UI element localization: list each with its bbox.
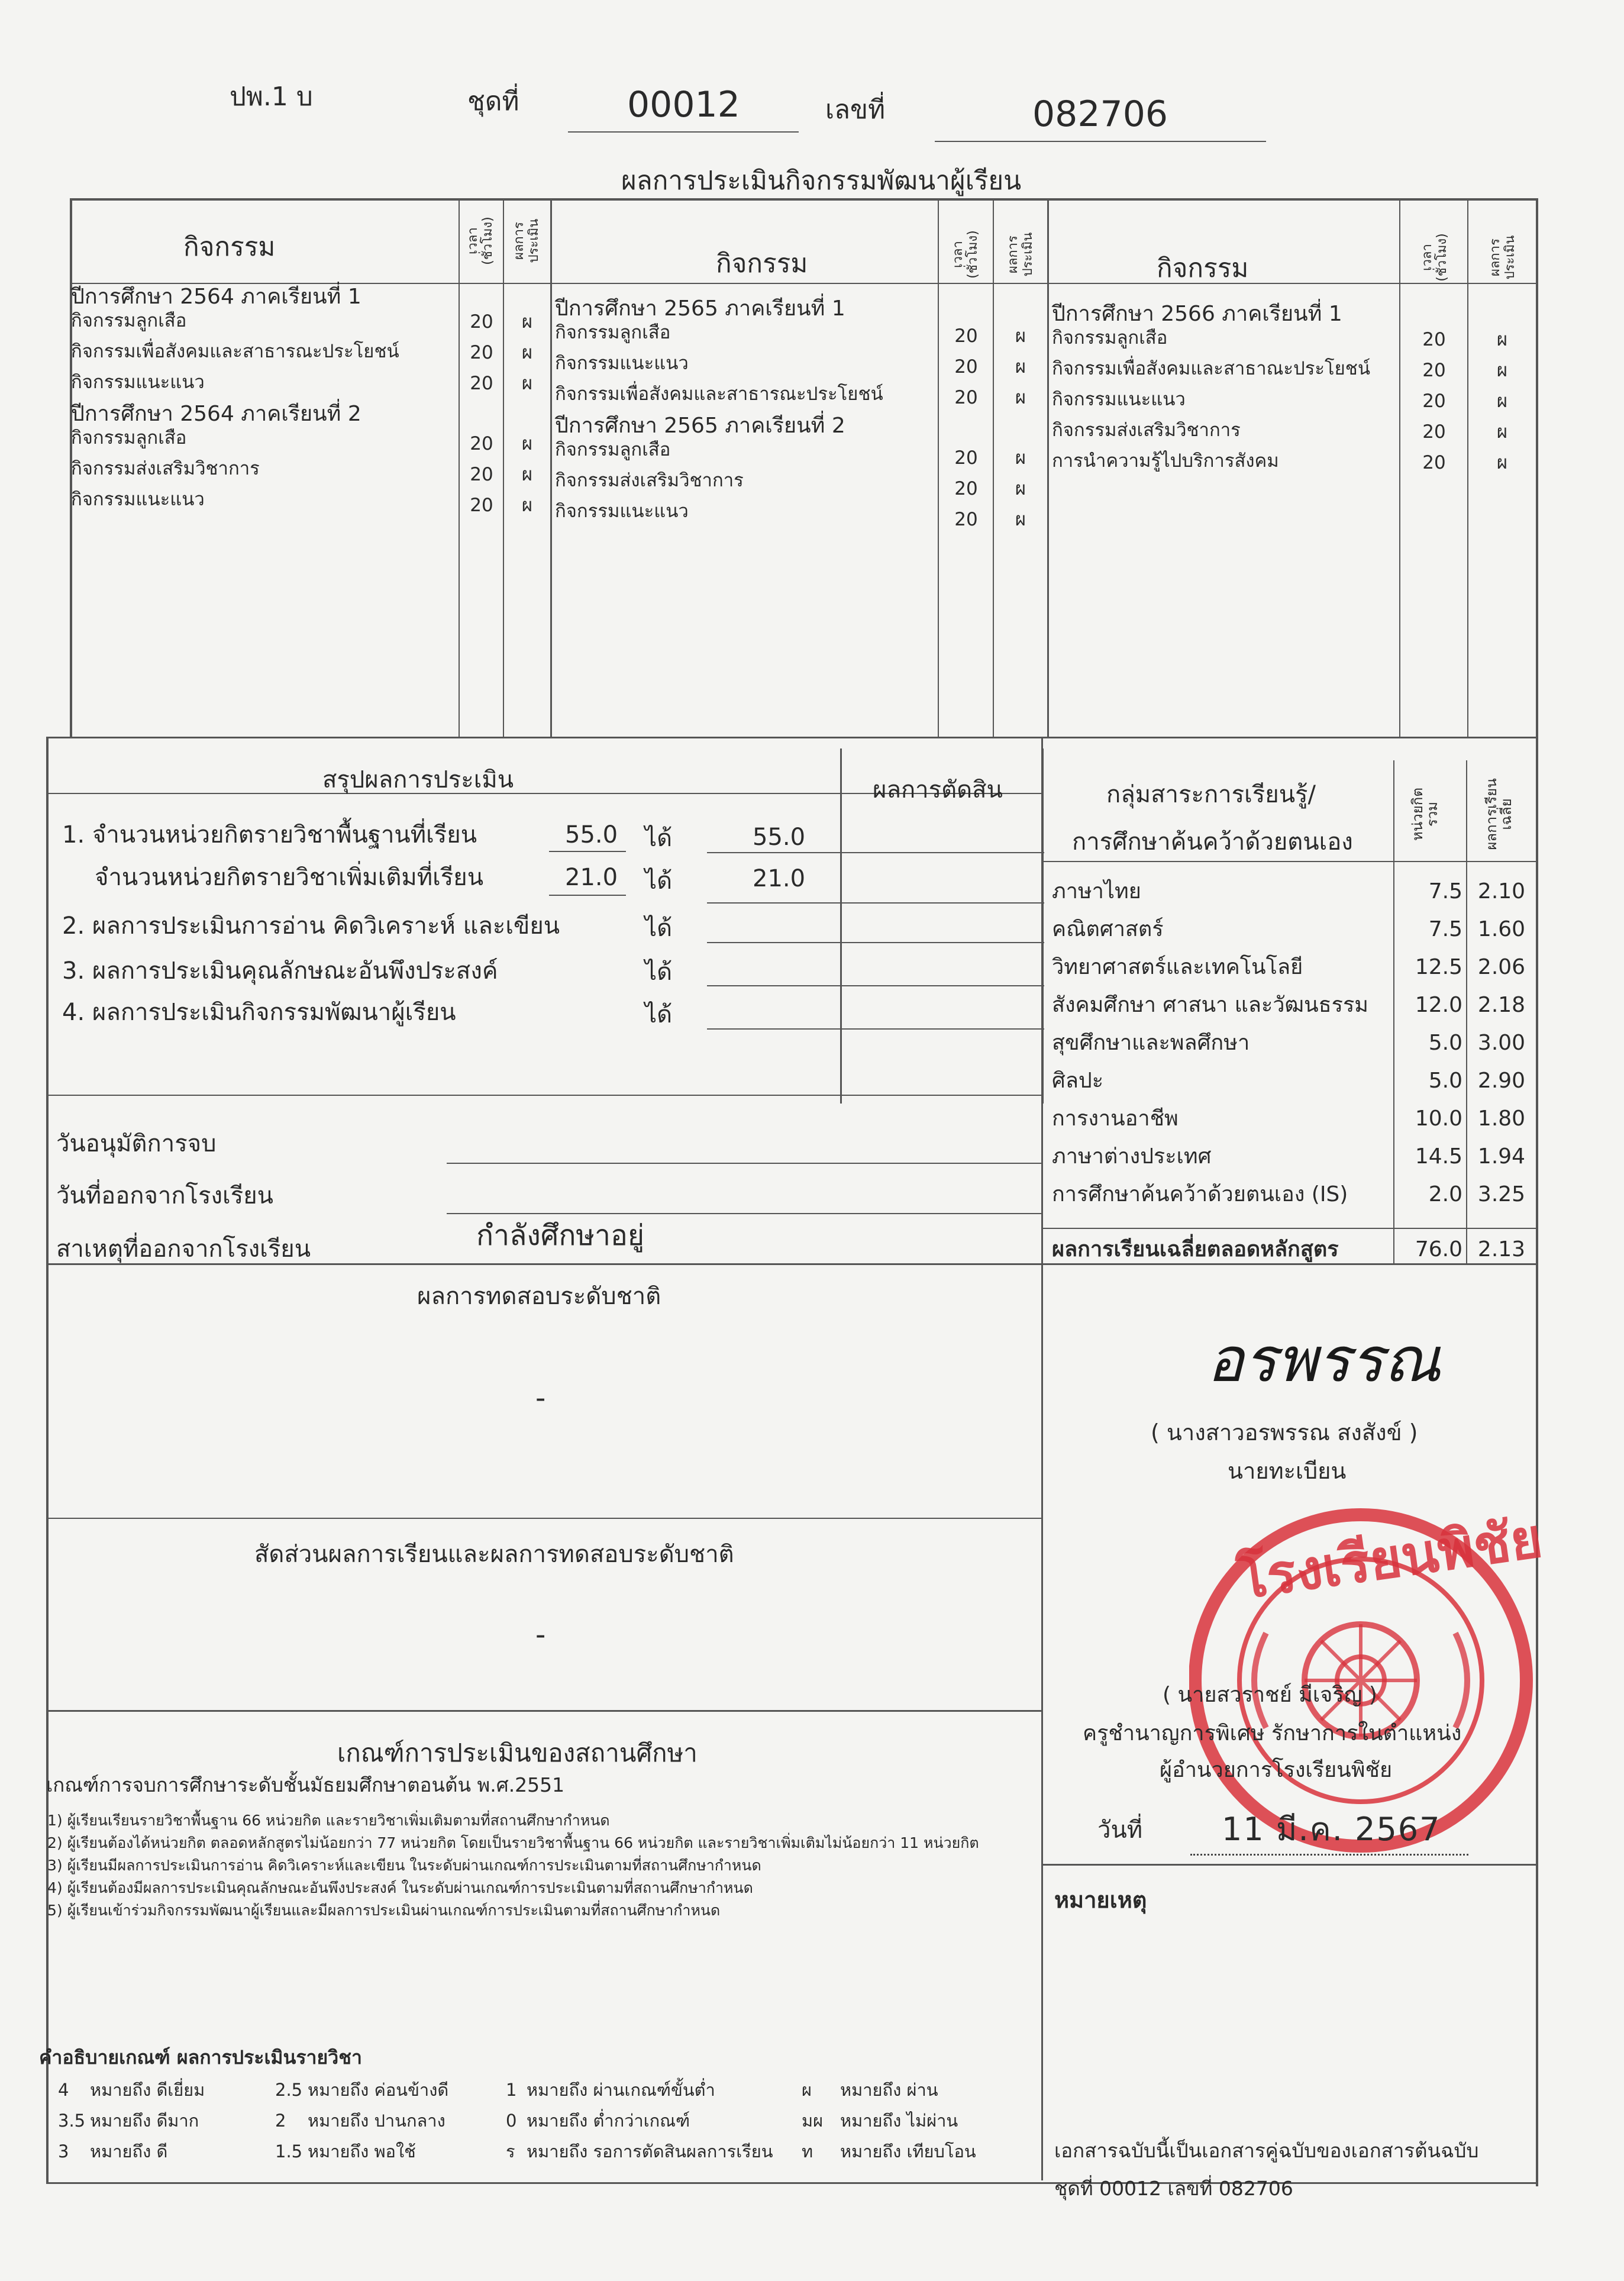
activity-time: 20 xyxy=(1422,329,1446,350)
result-header-l1: ผลการ xyxy=(1488,238,1503,276)
page-title: ผลการประเมินกิจกรรมพัฒนาผู้เรียน xyxy=(621,166,1022,196)
activity-name: กิจกรรมแนะแนว xyxy=(71,372,205,393)
subject-credit: 5.0 xyxy=(1428,1069,1462,1093)
vline-credit xyxy=(1393,760,1394,1263)
activity-time: 20 xyxy=(470,342,493,363)
legend-code: 3.5 xyxy=(58,2111,86,2131)
hline-criteria xyxy=(46,1710,1042,1712)
subject-credit: 2.0 xyxy=(1428,1182,1462,1206)
activity-time: 20 xyxy=(1422,391,1446,412)
hline-subjects-total xyxy=(1041,1228,1537,1229)
legend-code-col1 xyxy=(58,2074,85,2167)
result-header-l1: ผลการ xyxy=(1006,235,1021,273)
registrar-title: นายทะเบียน xyxy=(1228,1458,1347,1484)
subject-credit: 10.0 xyxy=(1415,1106,1462,1131)
legend-code: มผ xyxy=(802,2111,824,2131)
doc-label: เลขที่ xyxy=(825,95,886,125)
activity-time: 20 xyxy=(1422,360,1446,381)
gpa-total-credit: 76.0 xyxy=(1415,1237,1462,1262)
summary-row1b-got: 21.0 xyxy=(753,865,806,892)
legend-code: 2.5 xyxy=(275,2080,303,2100)
frame-bottom xyxy=(46,2182,1537,2184)
criteria-title: เกณฑ์การประเมินของสถานศึกษา xyxy=(337,1738,698,1767)
subject-grade: 2.90 xyxy=(1477,1069,1526,1093)
subject-credit-list xyxy=(1396,873,1462,1214)
subject-grade-list xyxy=(1470,873,1533,1214)
director-title-line1: ครูชำนาญการพิเศษ รักษาการในตำแหน่ง xyxy=(1083,1721,1462,1746)
subject-grade: 2.18 xyxy=(1477,993,1526,1017)
vline-a1 xyxy=(459,198,460,737)
remarks-line1: เอกสารฉบับนี้เป็นเอกสารคู่ฉบับของเอกสารต้นฉบับ xyxy=(1054,2139,1479,2162)
subject-name: ศิลปะ xyxy=(1052,1069,1104,1093)
activity-result: ผ xyxy=(521,342,533,363)
set-number: 00012 xyxy=(627,84,740,125)
summary-title: สรุปผลการประเมิน xyxy=(322,766,514,793)
legend-code: ผ xyxy=(802,2080,812,2100)
grade-header-l1: ผลการเรียน xyxy=(1483,778,1500,850)
activity-time: 20 xyxy=(1422,452,1446,473)
legend-meaning-col1 xyxy=(90,2074,205,2167)
legend-meaning: หมายถึง ดี xyxy=(90,2141,168,2161)
subject-grade: 1.60 xyxy=(1477,917,1526,941)
col3-activity-header: กิจกรรม xyxy=(1157,253,1249,283)
col2-activity-header: กิจกรรม xyxy=(716,249,808,279)
grade-header-l2: เฉลี่ย xyxy=(1498,798,1515,830)
summary-row1b-label: จำนวนหน่วยกิตรายวิชาเพิ่มเติมที่เรียน xyxy=(95,864,484,891)
col1-result-header xyxy=(512,205,541,276)
activity-name: การนำความรู้ไปบริการสังคม xyxy=(1052,450,1279,472)
underline xyxy=(549,895,626,896)
legend-meaning-col4 xyxy=(840,2074,976,2167)
activity-time: 20 xyxy=(954,447,978,469)
national-test-title: ผลการทดสอบระดับชาติ xyxy=(417,1283,661,1310)
activity-name: กิจกรรมแนะแนว xyxy=(555,501,689,522)
underline xyxy=(549,851,626,852)
summary-row3-label: 3. ผลการประเมินคุณลักษณะอันพึงประสงค์ xyxy=(62,957,498,985)
subject-credit: 12.5 xyxy=(1415,955,1462,979)
activity-col1-times xyxy=(461,307,502,521)
activity-col3-list xyxy=(1052,299,1370,476)
activity-result: ผ xyxy=(1015,387,1026,408)
ratio-value: - xyxy=(535,1618,546,1651)
doc-number: 082706 xyxy=(1032,93,1168,135)
col3-time-header xyxy=(1420,222,1449,293)
activity-result: ผ xyxy=(1496,452,1508,473)
col1-activity-header: กิจกรรม xyxy=(183,232,276,262)
gpa-total-grade: 2.13 xyxy=(1477,1237,1526,1262)
legend-title: คำอธิบายเกณฑ์ ผลการประเมินรายวิชา xyxy=(39,2046,362,2069)
legend-code-col3 xyxy=(506,2074,516,2167)
credit-column-header xyxy=(1410,770,1441,859)
summary-row2-label: 2. ผลการประเมินการอ่าน คิดวิเคราะห์ และเขียน xyxy=(62,912,560,940)
activity-name: กิจกรรมเพื่อสังคมและสาธาณะประโยชน์ xyxy=(1052,358,1371,379)
subject-grade: 2.06 xyxy=(1477,955,1526,979)
activity-name: กิจกรรมลูกเสือ xyxy=(71,427,187,449)
approve-date-label: วันอนุมัติการจบ xyxy=(56,1130,217,1157)
legend-meaning: หมายถึง ไม่ผ่าน xyxy=(840,2111,958,2131)
col3-result-header xyxy=(1488,222,1518,293)
activity-result: ผ xyxy=(1496,360,1508,381)
subject-name: การงานอาชีพ xyxy=(1052,1106,1179,1131)
legend-code: 1 xyxy=(506,2080,517,2100)
activity-name: กิจกรรมแนะแนว xyxy=(71,489,205,510)
subject-name: ภาษาต่างประเทศ xyxy=(1052,1144,1212,1169)
legend-code: 2 xyxy=(275,2111,286,2131)
activity-result: ผ xyxy=(521,464,533,485)
doc-number-underline xyxy=(935,141,1266,142)
activity-result: ผ xyxy=(521,311,533,333)
criteria-item: 1) ผู้เรียนเรียนรายวิชาพื้นฐาน 66 หน่วยกิต และรายวิชาเพิ่มเติมตามที่สถานศึกษากำหนด xyxy=(47,1812,610,1829)
activity-time: 20 xyxy=(954,509,978,530)
subject-name-list xyxy=(1052,873,1368,1214)
underline xyxy=(707,1028,1044,1030)
leave-date-label: วันที่ออกจากโรงเรียน xyxy=(56,1182,273,1209)
time-header-l2: (ชั่วโมง) xyxy=(966,230,980,279)
summary-row4-got-label: ได้ xyxy=(645,1001,673,1028)
activity-result: ผ xyxy=(1496,421,1508,443)
activity-name: กิจกรรมส่งเสริมวิชาการ xyxy=(71,458,260,479)
activity-time: 20 xyxy=(954,356,978,378)
activity-name: กิจกรรมลูกเสือ xyxy=(71,310,187,331)
hline-summary-bottom xyxy=(46,1095,1042,1096)
leave-reason-value: กำลังศึกษาอยู่ xyxy=(476,1219,644,1252)
criteria-item: 3) ผู้เรียนมีผลการประเมินการอ่าน คิดวิเคราะห์และเขียน ในระดับผ่านเกณฑ์การประเมินตามที่สถานศึกษากำหนด xyxy=(47,1857,761,1874)
activity-name: กิจกรรมลูกเสือ xyxy=(1052,327,1168,349)
time-header-l1: เวลา xyxy=(466,227,480,254)
vline-a8 xyxy=(1467,198,1468,737)
activity-result: ผ xyxy=(1015,478,1026,499)
grade-column-header xyxy=(1484,770,1515,859)
activity-time: 20 xyxy=(470,464,493,485)
result-header-l2: ประเมิน xyxy=(1021,232,1035,277)
activity-result: ผ xyxy=(521,373,533,394)
legend-meaning-col2 xyxy=(308,2074,448,2167)
underline xyxy=(707,902,1044,904)
subject-name: คณิตศาสตร์ xyxy=(1052,917,1164,941)
vline-a2 xyxy=(503,198,504,737)
director-name: ( นายสวราชย์ มีเจริญ ) xyxy=(1163,1683,1377,1707)
summary-row1a-got-label: ได้ xyxy=(645,825,673,852)
subject-grade: 1.94 xyxy=(1477,1144,1526,1169)
activity-name: กิจกรรมลูกเสือ xyxy=(555,322,671,343)
activity-time: 20 xyxy=(954,325,978,347)
activity-name: กิจกรรมลูกเสือ xyxy=(555,439,671,460)
legend-meaning: หมายถึง เทียบโอน xyxy=(840,2141,976,2161)
activity-name: กิจกรรมแนะแนว xyxy=(555,353,689,374)
summary-row1a-studied: 55.0 xyxy=(565,821,618,848)
vline-a4 xyxy=(938,198,939,737)
activity-name: กิจกรรมส่งเสริมวิชาการ xyxy=(1052,420,1241,441)
national-test-value: - xyxy=(535,1382,546,1415)
subject-grade: 1.80 xyxy=(1477,1106,1526,1131)
criteria-subtitle: เกณฑ์การจบการศึกษาระดับชั้นมัธยมศึกษาตอนต้น พ.ศ.2551 xyxy=(46,1773,565,1796)
criteria-item: 2) ผู้เรียนต้องได้หน่วยกิต ตลอดหลักสูตรไม่น้อยกว่า 77 หน่วยกิต โดยเป็นรายวิชาพื้นฐาน 66 หน่วยกิต และรายวิชาเพิ่มเติมไม่น้อยกว่า 11 หน่วยกิต xyxy=(47,1834,979,1851)
time-header-l2: (ชั่วโมง) xyxy=(480,217,495,265)
summary-row3-got-label: ได้ xyxy=(645,959,673,986)
vline-grade xyxy=(1466,760,1467,1263)
criteria-item: 5) ผู้เรียนเข้าร่วมกิจกรรมพัฒนาผู้เรียนและมีผลการประเมินผ่านเกณฑ์การประเมินตามที่สถานศึกษากำหนด xyxy=(47,1902,721,1919)
activity-col2-results xyxy=(995,321,1046,535)
activity-result: ผ xyxy=(1015,356,1026,378)
semester-heading: ปีการศึกษา 2564 ภาคเรียนที่ 1 xyxy=(71,285,361,309)
hline-remarks xyxy=(1041,1864,1537,1866)
remarks-line2: ชุดที่ 00012 เลขที่ 082706 xyxy=(1054,2177,1293,2200)
subject-grade: 3.25 xyxy=(1477,1182,1526,1206)
activity-time: 20 xyxy=(954,387,978,408)
summary-row4-label: 4. ผลการประเมินกิจกรรมพัฒนาผู้เรียน xyxy=(62,999,456,1026)
ratio-title: สัดส่วนผลการเรียนและผลการทดสอบระดับชาติ xyxy=(254,1541,734,1568)
time-header-l2: (ชั่วโมง) xyxy=(1435,233,1449,282)
activity-name: กิจกรรมเพื่อสังคมและสาธารณะประโยชน์ xyxy=(71,341,399,362)
legend-meaning: หมายถึง ดีมาก xyxy=(90,2111,199,2131)
activity-col3-results xyxy=(1470,324,1535,478)
criteria-item: 4) ผู้เรียนต้องมีผลการประเมินคุณลักษณะอันพึงประสงค์ ในระดับผ่านเกณฑ์การประเมินตามที่สถานศึกษากำหนด xyxy=(47,1879,753,1896)
activity-result: ผ xyxy=(1496,329,1508,350)
credit-header-l1: หน่วยกิต xyxy=(1409,788,1426,841)
legend-meaning-col3 xyxy=(527,2074,773,2167)
col2-time-header xyxy=(951,219,980,290)
form-code: ปพ.1 บ xyxy=(230,82,313,112)
legend-meaning: หมายถึง พอใช้ xyxy=(308,2141,416,2161)
result-header-l1: ผลการ xyxy=(512,222,527,260)
subjects-title-l1: กลุ่มสาระการเรียนรู้/ xyxy=(1106,781,1316,808)
subjects-title-l2: การศึกษาค้นคว้าด้วยตนเอง xyxy=(1072,828,1353,856)
criteria-list xyxy=(47,1809,979,1922)
col1-time-header xyxy=(466,205,495,276)
activity-result: ผ xyxy=(521,433,533,454)
semester-heading: ปีการศึกษา 2566 ภาคเรียนที่ 1 xyxy=(1052,302,1342,326)
activity-name: กิจกรรมแนะแนว xyxy=(1052,389,1186,410)
activity-result: ผ xyxy=(1015,447,1026,469)
semester-heading: ปีการศึกษา 2565 ภาคเรียนที่ 2 xyxy=(555,414,845,438)
subject-credit: 14.5 xyxy=(1415,1144,1462,1169)
legend-code: 0 xyxy=(506,2111,517,2131)
leave-reason-label: สาเหตุที่ออกจากโรงเรียน xyxy=(56,1235,311,1263)
subject-name: วิทยาศาสตร์และเทคโนโลยี xyxy=(1052,955,1303,979)
vline-a5 xyxy=(993,198,994,737)
result-header-l2: ประเมิน xyxy=(527,218,541,263)
hline-activity-bottom xyxy=(46,737,1537,738)
set-number-underline xyxy=(568,131,799,133)
activity-time: 20 xyxy=(470,433,493,454)
activity-time: 20 xyxy=(1422,421,1446,443)
result-header-l2: ประเมิน xyxy=(1503,235,1518,280)
subject-name: สุขศึกษาและพลศึกษา xyxy=(1052,1031,1250,1055)
legend-meaning: หมายถึง ต่ำกว่าเกณฑ์ xyxy=(527,2111,690,2131)
subject-credit: 7.5 xyxy=(1428,917,1462,941)
date-label: วันที่ xyxy=(1097,1817,1143,1844)
activity-result: ผ xyxy=(521,495,533,516)
activity-col2-list xyxy=(555,293,883,527)
legend-code: 3 xyxy=(58,2141,69,2161)
hline-ratio xyxy=(46,1518,1042,1519)
semester-heading: ปีการศึกษา 2565 ภาคเรียนที่ 1 xyxy=(555,296,845,321)
activity-name: กิจกรรมเพื่อสังคมและสาธารณะประโยชน์ xyxy=(555,383,883,405)
summary-row1a-got: 55.0 xyxy=(753,824,806,851)
summary-row1a-label: 1. จำนวนหน่วยกิตรายวิชาพื้นฐานที่เรียน xyxy=(62,821,477,848)
summary-row2-got-label: ได้ xyxy=(645,915,673,942)
summary-row1b-studied: 21.0 xyxy=(565,864,618,891)
set-label: ชุดที่ xyxy=(467,86,519,117)
activity-col1-results xyxy=(506,307,548,521)
activity-time: 20 xyxy=(954,478,978,499)
subject-credit: 5.0 xyxy=(1428,1031,1462,1055)
activity-col3-times xyxy=(1402,324,1466,478)
seal-text: โรงเรียนพิชัย xyxy=(1234,1506,1546,1612)
date-dotted-line xyxy=(1190,1854,1468,1856)
activity-name: กิจกรรมส่งเสริมวิชาการ xyxy=(555,470,744,491)
legend-code-col2 xyxy=(275,2074,302,2167)
underline xyxy=(707,942,1044,943)
legend-code: ร xyxy=(506,2141,515,2161)
gpa-total-label: ผลการเรียนเฉลี่ยตลอดหลักสูตร xyxy=(1052,1237,1339,1262)
activity-result: ผ xyxy=(1496,391,1508,412)
vline-a6 xyxy=(1047,198,1049,737)
subject-name: สังคมศึกษา ศาสนา และวัฒนธรรม xyxy=(1052,993,1369,1017)
vline-a7 xyxy=(1399,198,1400,737)
activity-time: 20 xyxy=(470,495,493,516)
underline xyxy=(707,852,1044,853)
subject-name: การศึกษาค้นคว้าด้วยตนเอง (IS) xyxy=(1052,1182,1348,1206)
legend-meaning: หมายถึง ค่อนข้างดี xyxy=(308,2080,449,2100)
vline-judgement-left xyxy=(840,748,842,1104)
activity-col2-times xyxy=(941,321,992,535)
subject-grade: 3.00 xyxy=(1477,1031,1526,1055)
legend-meaning: หมายถึง ผ่าน xyxy=(840,2080,938,2100)
activity-time: 20 xyxy=(470,311,493,333)
underline xyxy=(447,1163,1041,1164)
activity-result: ผ xyxy=(1015,509,1026,530)
vline-judgement-right xyxy=(1042,748,1044,1104)
legend-meaning: หมายถึง ผ่านเกณฑ์ขั้นต่ำ xyxy=(527,2080,715,2100)
legend-code: 1.5 xyxy=(275,2141,303,2161)
judgement-column-header: ผลการตัดสิน xyxy=(873,776,1003,804)
activity-time: 20 xyxy=(470,373,493,394)
legend-code: ท xyxy=(802,2141,813,2161)
legend-code-col4 xyxy=(802,2074,823,2167)
semester-heading: ปีการศึกษา 2564 ภาคเรียนที่ 2 xyxy=(71,402,361,426)
legend-code: 4 xyxy=(58,2080,69,2100)
director-title-line2: ผู้อำนวยการโรงเรียนพิชัย xyxy=(1160,1758,1393,1782)
summary-row1b-got-label: ได้ xyxy=(645,867,673,895)
frame-left-lower xyxy=(46,737,49,2183)
vline-a3 xyxy=(550,198,552,737)
legend-meaning: หมายถึง ปานกลาง xyxy=(308,2111,445,2131)
remarks-title: หมายเหตุ xyxy=(1054,1887,1147,1913)
time-header-l1: เวลา xyxy=(951,241,966,268)
registrar-signature: อรพรรณ xyxy=(1207,1324,1441,1396)
subject-credit: 7.5 xyxy=(1428,879,1462,904)
underline xyxy=(707,985,1044,986)
hline-subjects-header xyxy=(1041,861,1537,862)
subject-credit: 12.0 xyxy=(1415,993,1462,1017)
credit-header-l2: รวม xyxy=(1424,801,1441,827)
frame-right xyxy=(1536,198,1538,2186)
registrar-name: ( นางสาวอรพรรณ สงสังข์ ) xyxy=(1151,1419,1418,1446)
subject-name: ภาษาไทย xyxy=(1052,879,1141,904)
frame-top xyxy=(70,198,1537,201)
legend-meaning: หมายถึง ดีเยี่ยม xyxy=(90,2080,205,2100)
time-header-l1: เวลา xyxy=(1420,244,1435,271)
activity-col1-list xyxy=(71,282,399,515)
activity-result: ผ xyxy=(1015,325,1026,347)
subject-grade: 2.10 xyxy=(1477,879,1526,904)
signed-date: 11 มี.ค. 2567 xyxy=(1222,1811,1441,1848)
col2-result-header xyxy=(1006,219,1035,290)
legend-meaning: หมายถึง รอการตัดสินผลการเรียน xyxy=(527,2141,773,2161)
